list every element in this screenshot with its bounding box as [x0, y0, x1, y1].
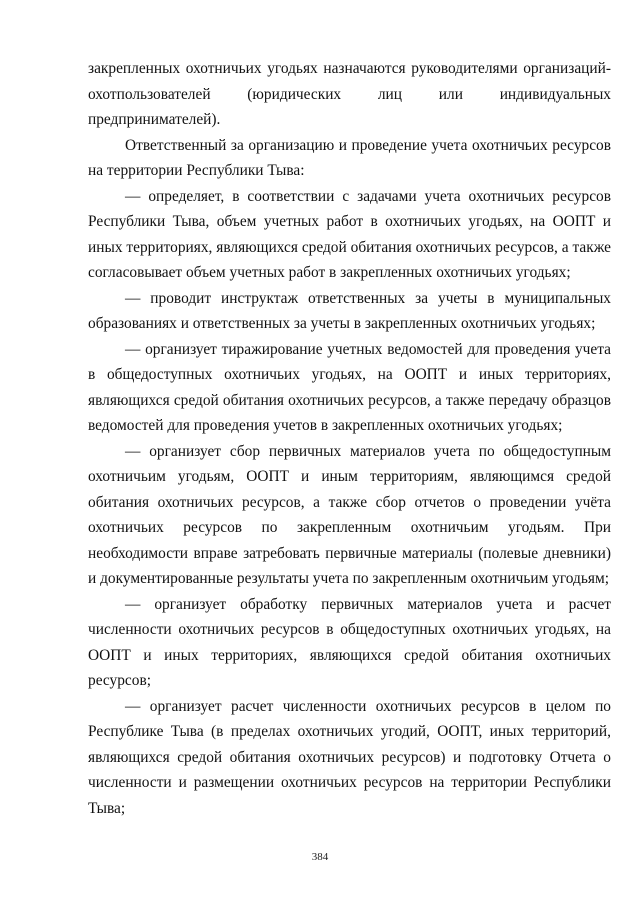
list-item-replication: — организует тиражирование учетных ведомостей для проведения учета в общедоступных охотничьих угодьях, на ООПТ и иных территориях, являющихся средой обитания охотничьих ресурсов, а также передачу образцов ведомостей для проведения учетов в закрепленных охотничьих угодьях;: [88, 340, 611, 434]
list-item-collection: — организует сбор первичных материалов учета по общедоступным охотничьим угодьям, ООПТ и иным территориям, являющимся средой обитания охотничьих ресурсов, а также сбор отчетов о проведении учёта охотничьих ресурсов по закрепленным охотничьим угодьям. При необходимости вправе затребовать первичные материалы (полевые дневники) и документированные результаты учета по закрепленным охотничьим угодьям;: [88, 442, 611, 587]
paragraph-responsible-intro: Ответственный за организацию и проведение учета охотничьих ресурсов на территории Республики Тыва:: [88, 136, 611, 179]
document-body: [88, 56, 611, 821]
page-number: 384: [311, 851, 329, 863]
list-item-processing: — организует обработку первичных материалов учета и расчет численности охотничьих ресурсов в общедоступных охотничьих угодьях, на ООПТ и иных территориях, являющихся средой обитания охотничьих ресурсов;: [88, 595, 611, 689]
paragraph-continuation: закрепленных охотничьих угодьях назначаются руководителями организаций-охотпользователей (юридических лиц или индивидуальных предпринимателей).: [88, 60, 611, 128]
list-item-defines-scope: — определяет, в соответствии с задачами учета охотничьих ресурсов Республики Тыва, объем учетных работ в охотничьих угодьях, на ООПТ и иных территориях, являющихся средой обитания охотничьих ресурсов, а также согласовывает объем учетных работ в закрепленных охотничьих угодьях;: [88, 187, 611, 281]
list-item-instruction: — проводит инструктаж ответственных за учеты в муниципальных образованиях и ответственных за учеты в закрепленных охотничьих угодьях;: [88, 289, 611, 332]
list-item-calculation: — организует расчет численности охотничьих ресурсов в целом по Республике Тыва (в пределах охотничьих угодий, ООПТ, иных территорий, являющихся средой обитания охотничьих ресурсов) и подготовку Отчета о численности и размещении охотничьих ресурсов на территории Республики Тыва;: [88, 697, 611, 817]
